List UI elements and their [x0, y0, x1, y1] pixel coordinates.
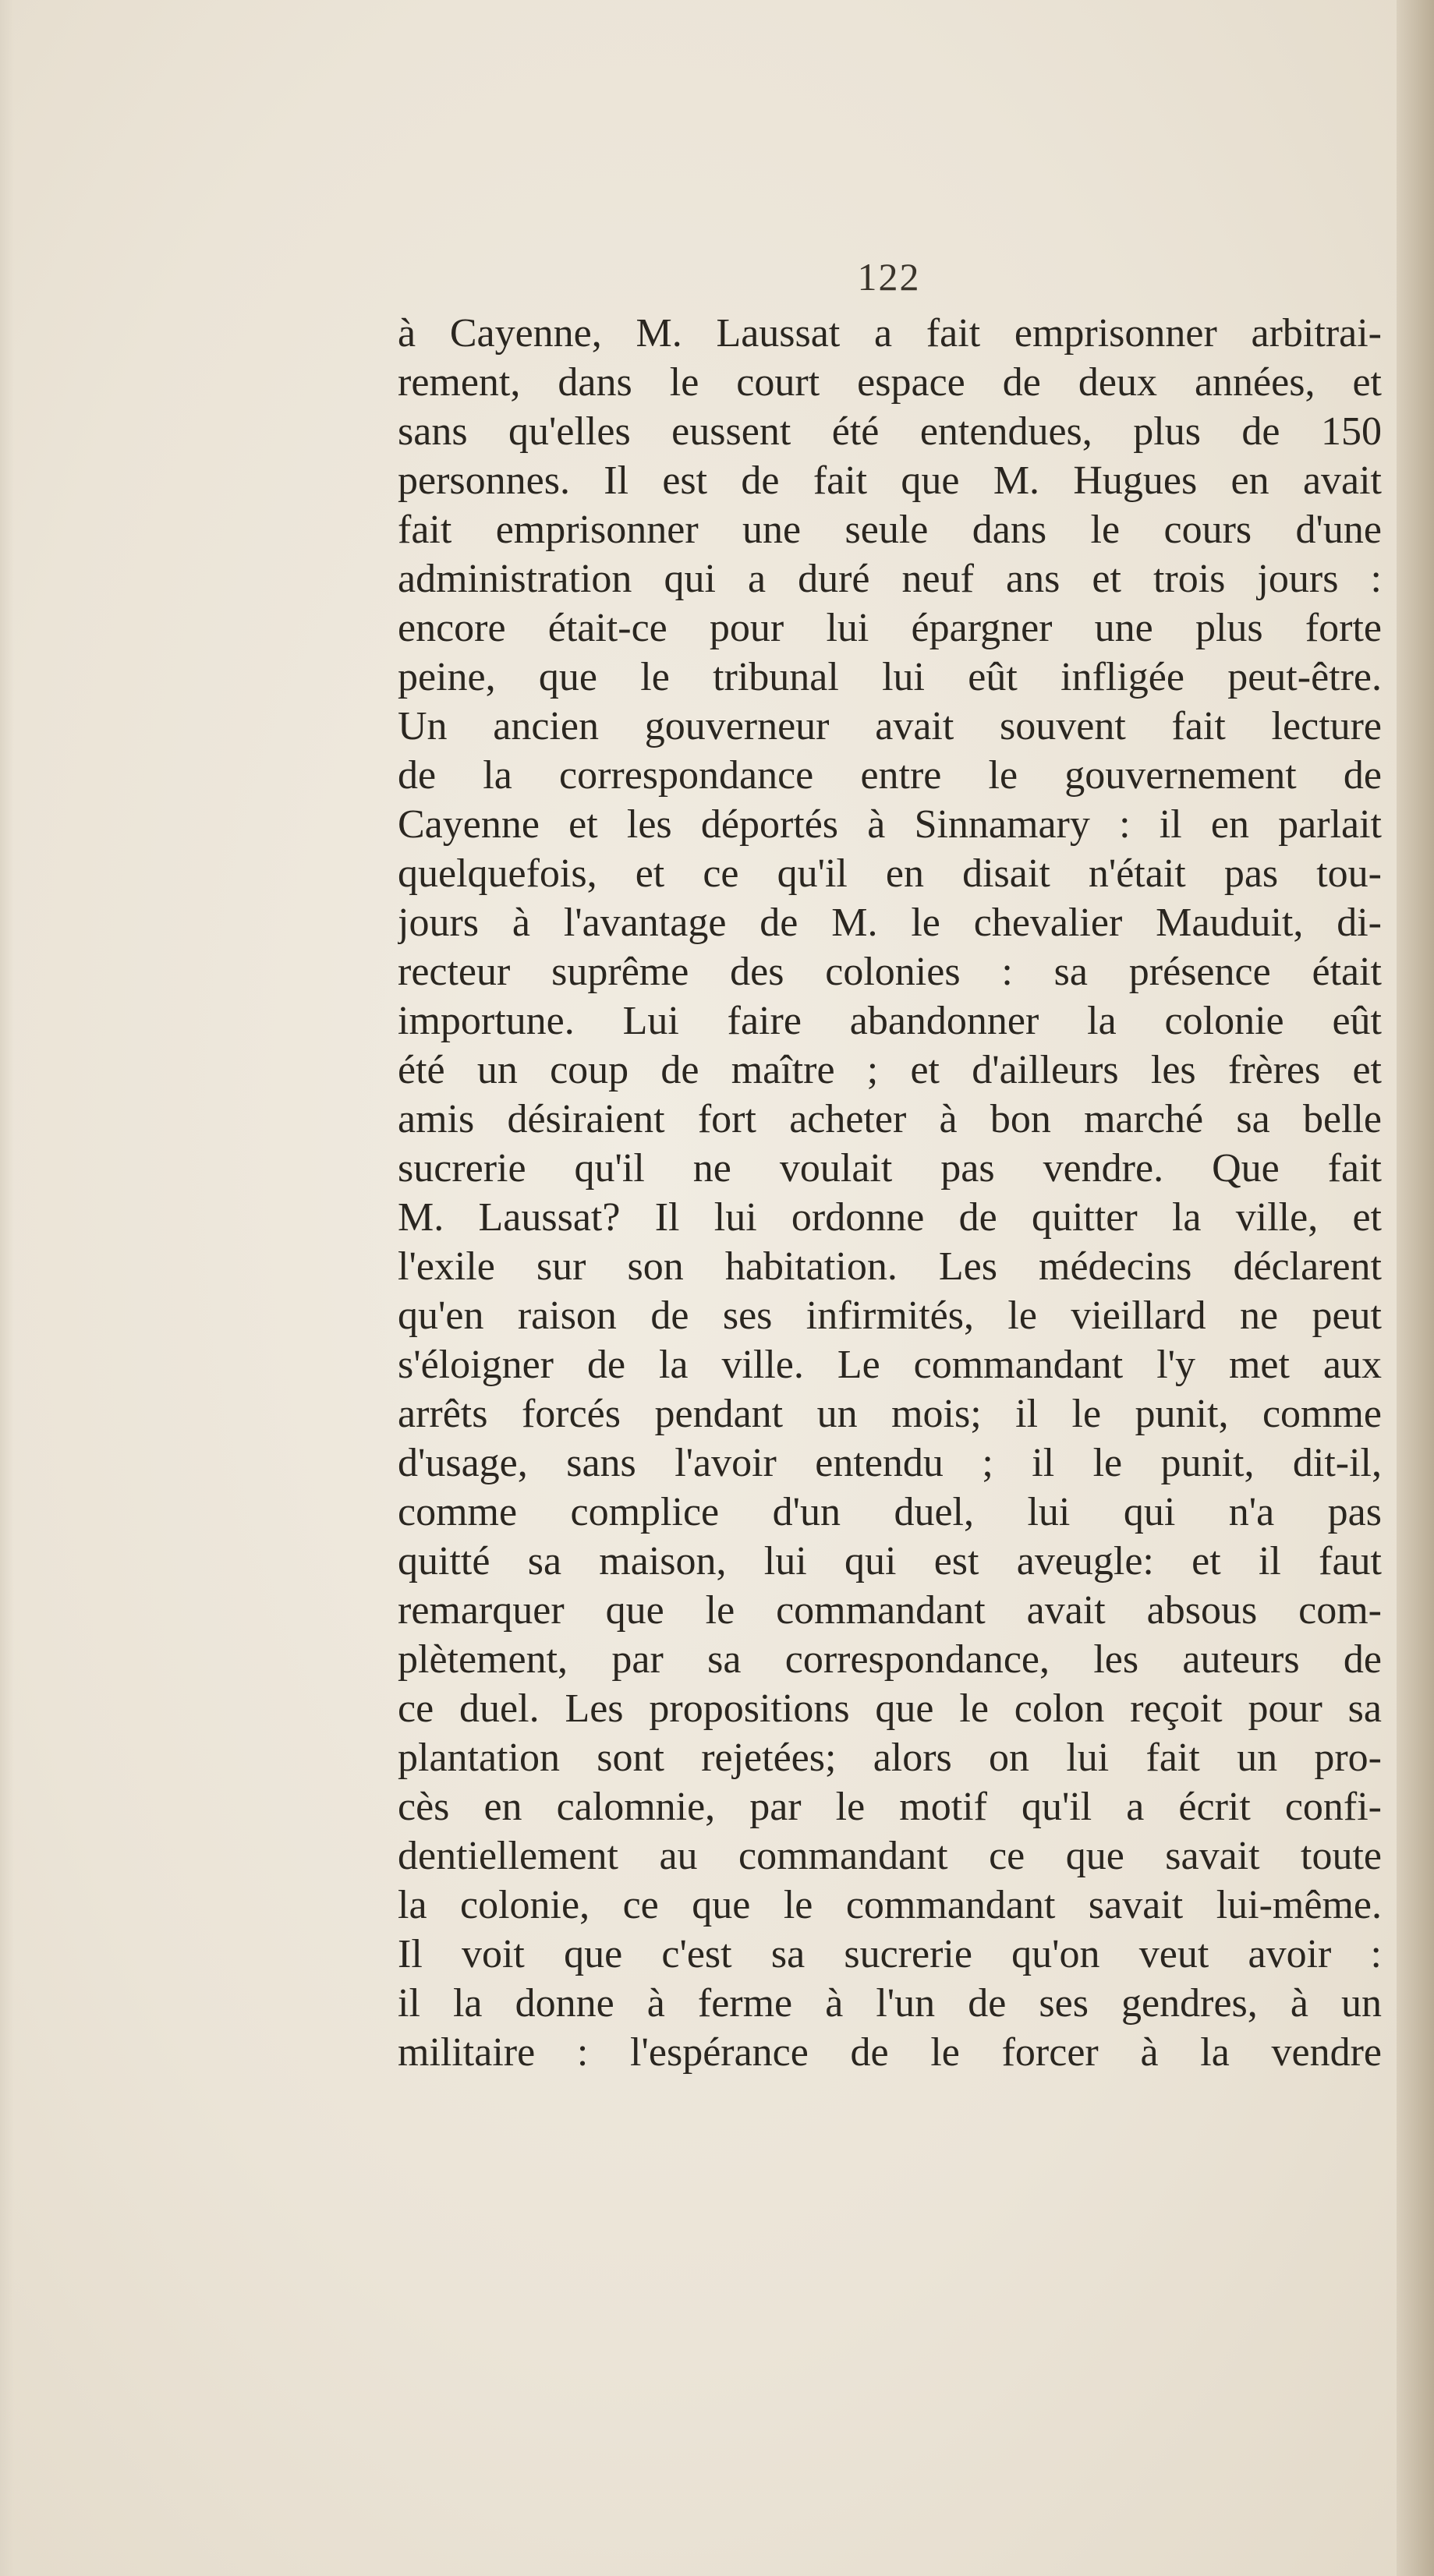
text-line: encore était-ce pour lui épargner une plus forte [398, 606, 1382, 650]
text-line: été un coup de maître ; et d'ailleurs les frères et [398, 1048, 1382, 1092]
text-line: ce duel. Les propositions que le colon reçoit pour sa [398, 1686, 1382, 1731]
text-line: à Cayenne, M. Laussat a fait emprisonner arbitrai- [398, 311, 1382, 356]
page-number: 122 [857, 255, 921, 299]
text-line: sucrerie qu'il ne voulait pas vendre. Que fait [398, 1146, 1382, 1191]
text-line: administration qui a duré neuf ans et trois jours : [398, 557, 1382, 601]
page-edge-shadow [1397, 0, 1434, 2576]
text-line: importune. Lui faire abandonner la colonie eût [398, 999, 1382, 1043]
text-line: s'éloigner de la ville. Le commandant l'y met aux [398, 1343, 1382, 1387]
text-line: sans qu'elles eussent été entendues, plus de 150 [398, 409, 1382, 454]
text-line: M. Laussat? Il lui ordonne de quitter la ville, et [398, 1195, 1382, 1240]
text-line: fait emprisonner une seule dans le cours d'une [398, 508, 1382, 552]
text-line: peine, que le tribunal lui eût infligée peut-être. [398, 655, 1382, 699]
text-line: d'usage, sans l'avoir entendu ; il le punit, dit-il, [398, 1441, 1382, 1485]
text-line: jours à l'avantage de M. le chevalier Mauduit, di- [398, 901, 1382, 945]
text-line: Il voit que c'est sa sucrerie qu'on veut avoir : [398, 1932, 1382, 1976]
text-line: Cayenne et les déportés à Sinnamary : il en parlait [398, 802, 1382, 847]
text-line: cès en calomnie, par le motif qu'il a écrit confi- [398, 1785, 1382, 1829]
text-line: plantation sont rejetées; alors on lui fait un pro- [398, 1736, 1382, 1780]
text-line: dentiellement au commandant ce que savait toute [398, 1834, 1382, 1878]
text-line: Un ancien gouverneur avait souvent fait lecture [398, 704, 1382, 748]
text-line: quitté sa maison, lui qui est aveugle: et il faut [398, 1539, 1382, 1583]
text-line: recteur suprême des colonies : sa présence était [398, 950, 1382, 994]
page-gutter-shadow [0, 0, 14, 2576]
body-text [398, 309, 1382, 2077]
text-line: remarquer que le commandant avait absous com- [398, 1588, 1382, 1633]
text-line: comme complice d'un duel, lui qui n'a pas [398, 1490, 1382, 1534]
text-line: il la donne à ferme à l'un de ses gendres, à un [398, 1981, 1382, 2026]
text-line: de la correspondance entre le gouvernement de [398, 753, 1382, 798]
text-line: l'exile sur son habitation. Les médecins déclarent [398, 1244, 1382, 1289]
text-line: plètement, par sa correspondance, les auteurs de [398, 1637, 1382, 1682]
text-line: arrêts forcés pendant un mois; il le punit, comme [398, 1392, 1382, 1436]
text-line: rement, dans le court espace de deux années, et [398, 360, 1382, 405]
text-line: amis désiraient fort acheter à bon marché sa belle [398, 1097, 1382, 1141]
text-line: qu'en raison de ses infirmités, le vieillard ne peut [398, 1293, 1382, 1338]
text-line: la colonie, ce que le commandant savait lui-même. [398, 1883, 1382, 1927]
text-line: militaire : l'espérance de le forcer à la vendre [398, 2030, 1382, 2075]
text-line: quelquefois, et ce qu'il en disait n'était pas tou- [398, 851, 1382, 896]
text-line: personnes. Il est de fait que M. Hugues en avait [398, 458, 1382, 503]
